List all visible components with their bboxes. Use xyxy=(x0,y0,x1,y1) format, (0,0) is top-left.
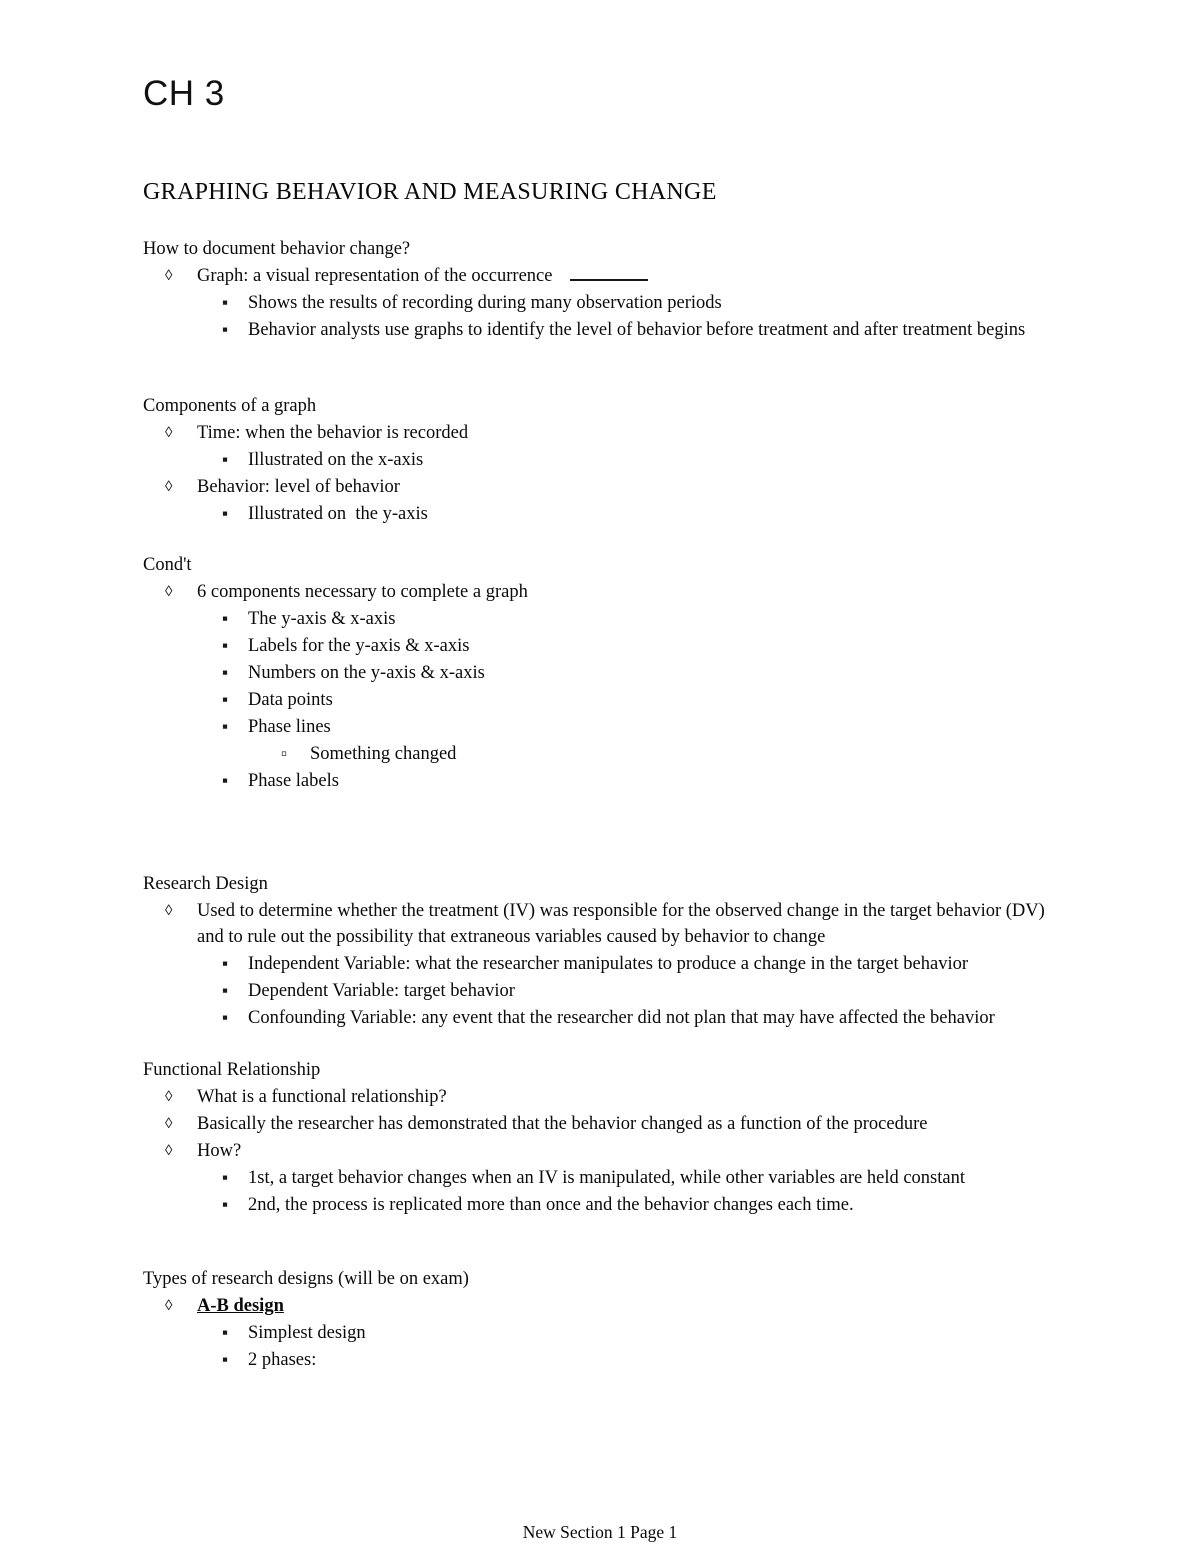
list-item xyxy=(143,474,1065,500)
list-item-text: Labels for the y-axis & x-axis xyxy=(248,636,470,656)
list-item xyxy=(143,714,1065,740)
square-bullet-icon: ▪ xyxy=(222,609,229,628)
square-bullet-icon: ▪ xyxy=(222,450,229,469)
list-item-text: 2nd, the process is replicated more than once and the behavior changes each time. xyxy=(248,1195,854,1215)
fill-in-blank xyxy=(570,263,648,281)
list-item-text: Phase labels xyxy=(248,771,339,791)
list-item xyxy=(143,660,1065,686)
section-title: Research Design xyxy=(143,874,268,894)
list-item-text: 2 phases: xyxy=(248,1350,317,1370)
list-item xyxy=(143,317,1065,343)
square-bullet-icon: ▪ xyxy=(222,1323,229,1342)
list-item xyxy=(143,606,1065,632)
list-item xyxy=(143,1347,1065,1373)
square-bullet-icon: ▪ xyxy=(222,636,229,655)
section-title: Functional Relationship xyxy=(143,1060,321,1080)
list-item xyxy=(143,1165,1065,1191)
square-bullet-icon: ▪ xyxy=(222,320,229,339)
square-bullet-icon: ▪ xyxy=(222,771,229,790)
square-bullet-icon: ▪ xyxy=(222,293,229,312)
list-item-text: Behavior: level of behavior xyxy=(197,477,400,497)
list-item-text: 6 components necessary to complete a graph xyxy=(197,582,528,602)
document-heading: GRAPHING BEHAVIOR AND MEASURING CHANGE xyxy=(143,179,717,205)
list-item-text: Data points xyxy=(248,690,333,710)
square-bullet-icon: ▪ xyxy=(222,717,229,736)
list-item-text: Basically the researcher has demonstrated that the behavior changed as a function of the procedure xyxy=(197,1114,928,1134)
list-item-text: Independent Variable: what the researcher manipulates to produce a change in the target behavior xyxy=(248,954,969,974)
diamond-bullet-icon: ◊ xyxy=(165,479,173,495)
section-title: Types of research designs (will be on exam) xyxy=(143,1269,469,1289)
diamond-bullet-icon: ◊ xyxy=(165,425,173,441)
list-item xyxy=(143,1084,1065,1110)
list-item-text: Simplest design xyxy=(248,1323,366,1343)
list-item-text: Something changed xyxy=(310,744,457,764)
list-item xyxy=(143,579,1065,605)
list-item xyxy=(143,1192,1065,1218)
square-bullet-icon: ▪ xyxy=(222,1008,229,1027)
section-title: Cond't xyxy=(143,555,192,575)
list-item xyxy=(143,1293,1065,1319)
diamond-bullet-icon: ◊ xyxy=(165,268,173,284)
diamond-bullet-icon: ◊ xyxy=(165,1143,173,1159)
square-bullet-icon: ▪ xyxy=(222,663,229,682)
list-item xyxy=(143,1138,1065,1164)
list-item-text: Illustrated on the x-axis xyxy=(248,450,424,470)
list-item xyxy=(143,263,1065,289)
section-title: Components of a graph xyxy=(143,396,317,416)
diamond-bullet-icon: ◊ xyxy=(165,1116,173,1132)
list-item-text: A-B design xyxy=(197,1296,284,1316)
square-bullet-icon: ▪ xyxy=(222,1350,229,1369)
square-bullet-icon: ▪ xyxy=(222,981,229,1000)
list-item-text: 1st, a target behavior changes when an IV is manipulated, while other variables are held constant xyxy=(248,1168,965,1188)
list-item-text: Dependent Variable: target behavior xyxy=(248,981,515,1001)
list-item-text: Confounding Variable: any event that the researcher did not plan that may have affected the behavior xyxy=(248,1008,995,1028)
square-bullet-icon: ▪ xyxy=(222,1195,229,1214)
page-footer: New Section 1 Page 1 xyxy=(522,1522,678,1542)
list-item xyxy=(143,633,1065,659)
list-item xyxy=(143,687,1065,713)
list-item-text: Shows the results of recording during many observation periods xyxy=(248,293,722,313)
list-item xyxy=(143,951,1065,977)
list-item xyxy=(143,1320,1065,1346)
list-item xyxy=(143,1005,1065,1031)
list-item xyxy=(143,1111,1065,1137)
list-item xyxy=(143,420,1065,446)
list-item-text: Time: when the behavior is recorded xyxy=(197,423,469,443)
diamond-bullet-icon: ◊ xyxy=(165,584,173,600)
list-item-text: Numbers on the y-axis & x-axis xyxy=(248,663,485,683)
open-square-bullet-icon: ▫ xyxy=(281,744,288,763)
list-item xyxy=(143,978,1065,1004)
list-item-text: Used to determine whether the treatment (IV) was responsible for the observed change in the target behavior (DV) and to rule out the possibility that extraneous variables caused by behavior to change xyxy=(197,901,1050,947)
diamond-bullet-icon: ◊ xyxy=(165,1089,173,1105)
section-title: How to document behavior change? xyxy=(143,239,411,259)
list-item-text: The y-axis & x-axis xyxy=(248,609,396,629)
list-item-text: Illustrated on the y-axis xyxy=(248,504,428,524)
list-item xyxy=(143,741,1065,767)
list-item-text: Graph: a visual representation of the occurrence xyxy=(197,266,553,286)
square-bullet-icon: ▪ xyxy=(222,954,229,973)
list-item xyxy=(143,290,1065,316)
list-item-text: What is a functional relationship? xyxy=(197,1087,447,1107)
list-item xyxy=(143,898,1065,950)
square-bullet-icon: ▪ xyxy=(222,1168,229,1187)
list-item-text: Behavior analysts use graphs to identify the level of behavior before treatment and after treatment begins xyxy=(248,320,1026,340)
diamond-bullet-icon: ◊ xyxy=(165,1298,173,1314)
list-item xyxy=(143,501,1065,527)
list-item-text: How? xyxy=(197,1141,242,1161)
diamond-bullet-icon: ◊ xyxy=(165,903,173,919)
list-item xyxy=(143,768,1065,794)
page-title: CH 3 xyxy=(143,74,225,113)
list-item xyxy=(143,447,1065,473)
list-item-text: Phase lines xyxy=(248,717,331,737)
square-bullet-icon: ▪ xyxy=(222,690,229,709)
square-bullet-icon: ▪ xyxy=(222,504,229,523)
